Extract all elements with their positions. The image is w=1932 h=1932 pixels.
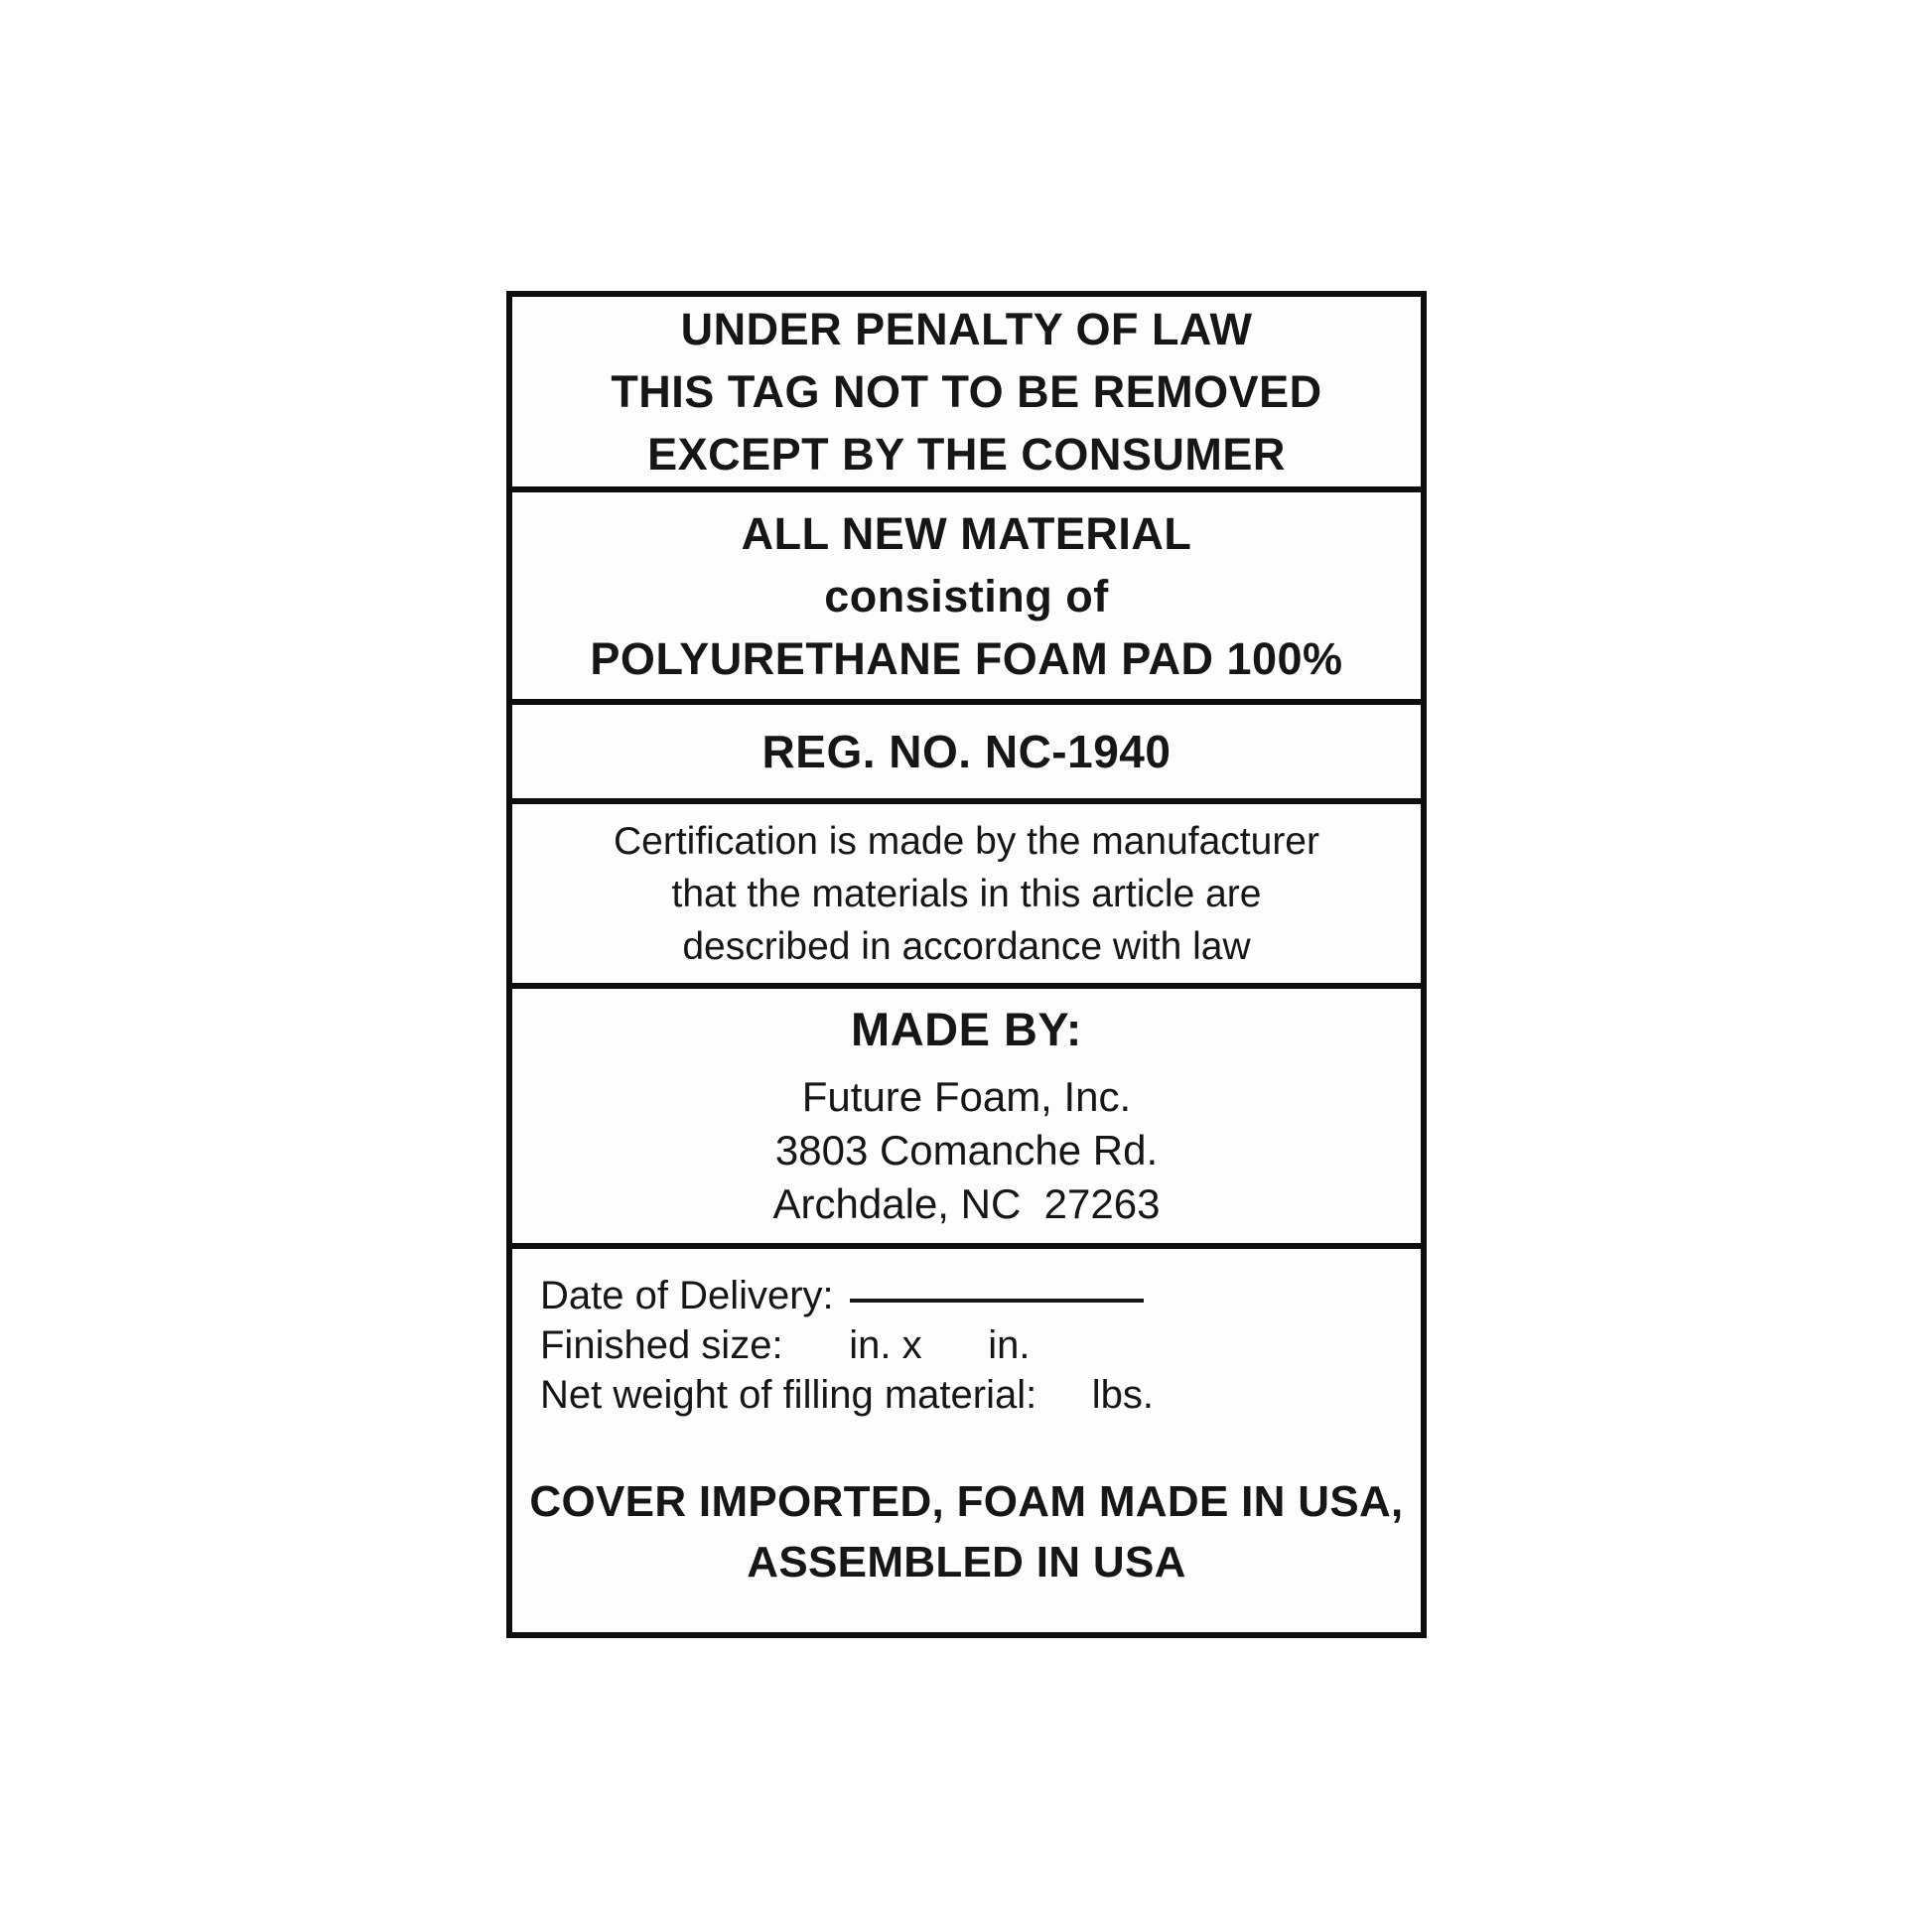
material-line-3: POLYURETHANE FOAM PAD 100% xyxy=(590,632,1343,684)
manufacturer-name: Future Foam, Inc. xyxy=(801,1072,1132,1120)
law-tag-label xyxy=(506,291,1427,1638)
manufacturer-street: 3803 Comanche Rd. xyxy=(774,1126,1159,1173)
certification-section xyxy=(512,804,1421,989)
certification-line-3: described in accordance with law xyxy=(682,924,1251,968)
origin-line-2: ASSEMBLED IN USA xyxy=(747,1538,1186,1587)
finished-size-line: Finished size: in. x in. xyxy=(540,1323,1031,1367)
date-of-delivery-label: Date of Delivery: xyxy=(540,1274,834,1317)
origin-statement xyxy=(512,1471,1421,1592)
material-line-1: ALL NEW MATERIAL xyxy=(741,507,1192,559)
penalty-line-2: THIS TAG NOT TO BE REMOVED xyxy=(611,366,1322,417)
penalty-notice-section xyxy=(512,297,1421,492)
penalty-line-1: UNDER PENALTY OF LAW xyxy=(680,304,1253,354)
date-of-delivery-line xyxy=(540,1271,1421,1320)
delivery-and-origin-section xyxy=(512,1249,1421,1632)
made-by-section xyxy=(512,989,1421,1249)
certification-line-1: Certification is made by the manufacturer xyxy=(614,819,1319,863)
fill-in-block xyxy=(512,1271,1421,1420)
registration-section xyxy=(512,705,1421,804)
origin-line-1: COVER IMPORTED, FOAM MADE IN USA, xyxy=(529,1477,1404,1526)
material-section xyxy=(512,492,1421,705)
made-by-heading: MADE BY: xyxy=(851,1002,1082,1055)
date-blank-line xyxy=(850,1299,1144,1303)
net-weight-line: Net weight of filling material: lbs. xyxy=(540,1373,1155,1417)
certification-line-2: that the materials in this article are xyxy=(671,872,1262,915)
material-line-2: consisting of xyxy=(824,570,1109,621)
registration-number: REG. NO. NC-1940 xyxy=(761,726,1172,777)
manufacturer-city-state-zip: Archdale, NC 27263 xyxy=(772,1179,1161,1227)
penalty-line-3: EXCEPT BY THE CONSUMER xyxy=(647,429,1286,480)
